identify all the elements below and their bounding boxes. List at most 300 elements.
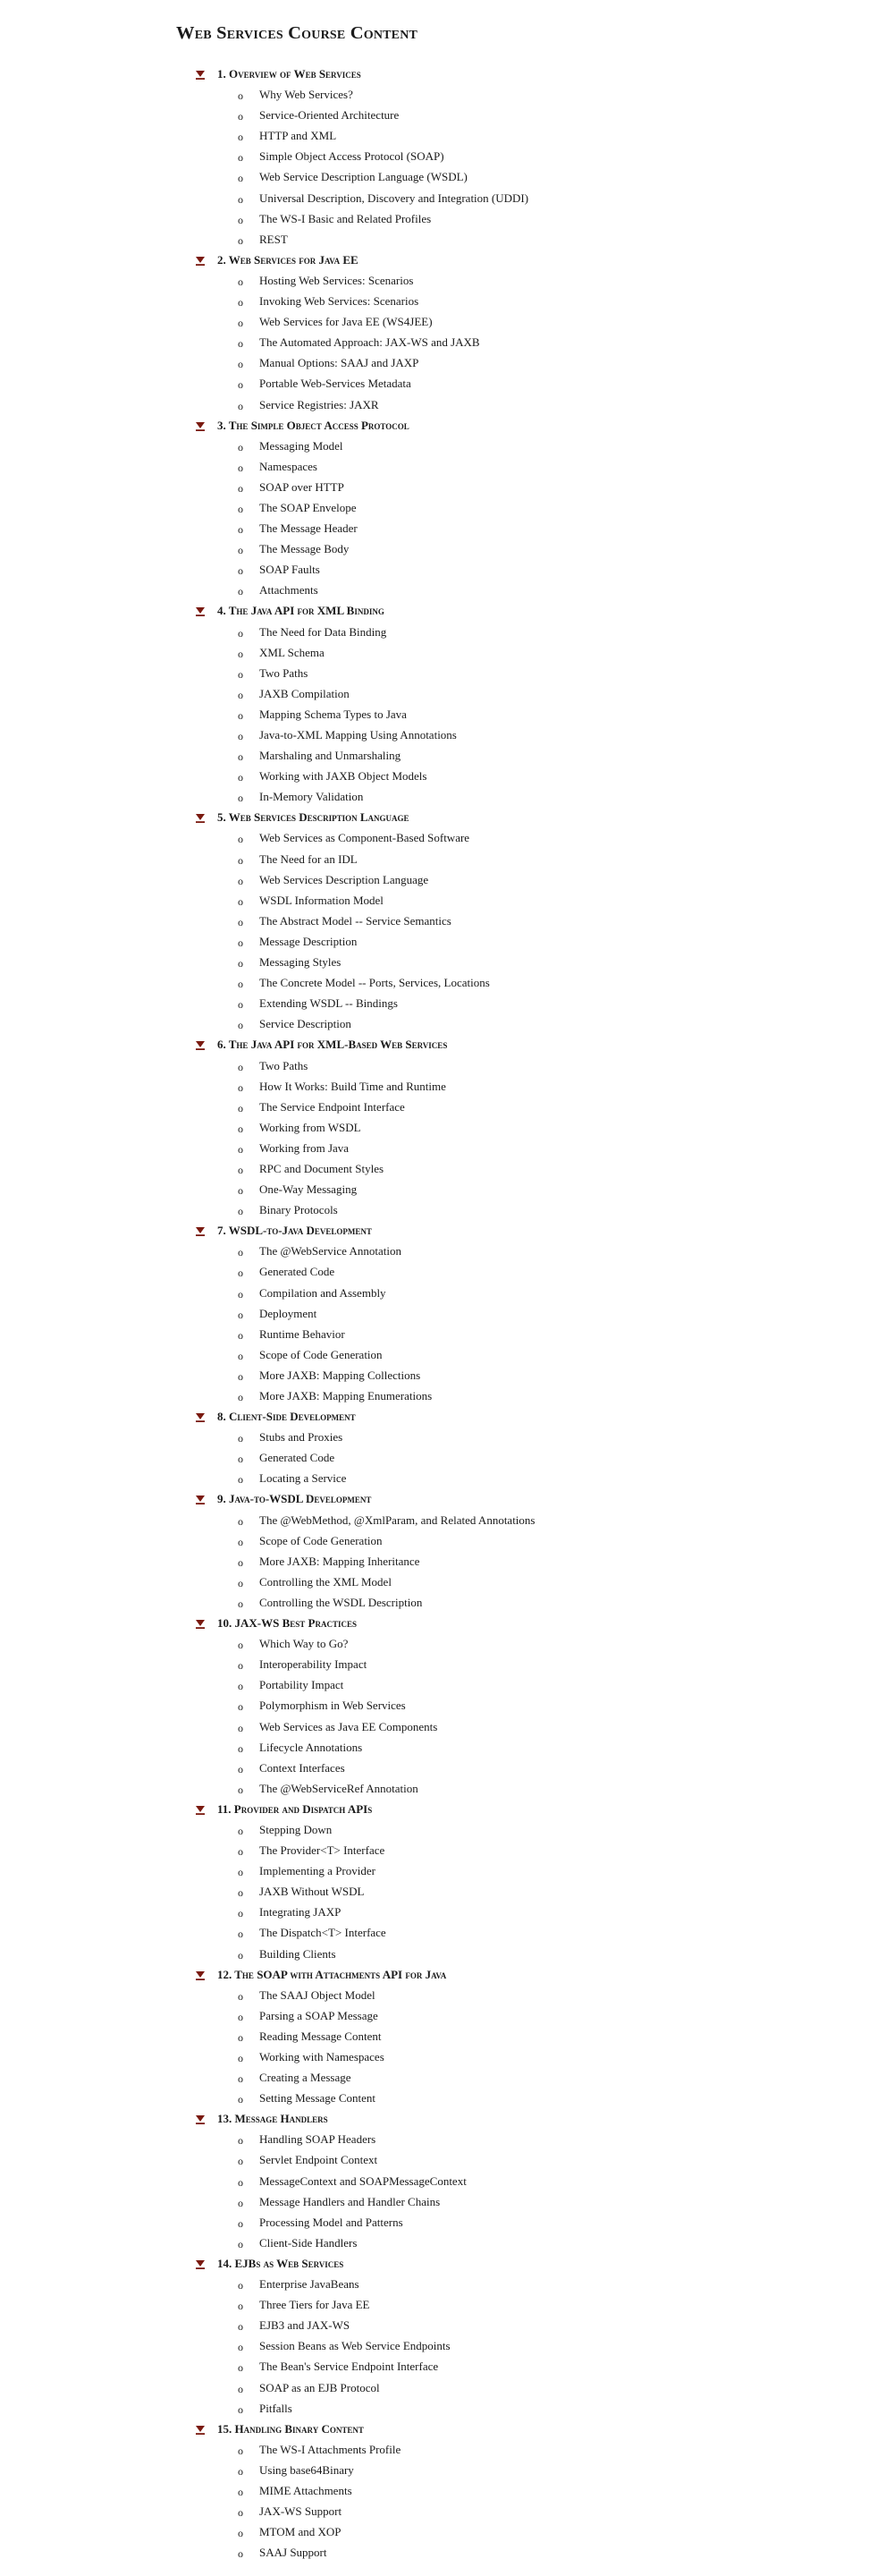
list-item-label: JAX-WS Support (259, 2504, 342, 2519)
circle-bullet-icon: o (238, 1122, 243, 1135)
list-item-label: XML Schema (259, 645, 325, 659)
circle-bullet-icon: o (238, 2320, 243, 2334)
section-title: 1. Overview of Web Services (217, 67, 361, 80)
list-item-label: SOAP over HTTP (259, 479, 344, 494)
list-item (0, 478, 894, 498)
list-item-label: Stepping Down (259, 1822, 333, 1836)
circle-bullet-icon: o (238, 626, 243, 640)
list-item-label: Deployment (259, 1306, 317, 1320)
circle-bullet-icon: o (238, 1142, 243, 1156)
circle-bullet-icon: o (238, 730, 243, 742)
circle-bullet-icon: o (238, 564, 243, 578)
list-item (0, 1284, 894, 1304)
circle-bullet-icon: o (238, 1989, 243, 2003)
section-list (0, 64, 894, 2563)
circle-bullet-icon: o (238, 585, 243, 598)
circle-bullet-icon: o (238, 110, 243, 123)
course-section (0, 1221, 894, 1407)
list-item-label: SOAP as an EJB Protocol (259, 2380, 380, 2394)
circle-bullet-icon: o (238, 1432, 243, 1445)
circle-bullet-icon: o (238, 1762, 243, 1775)
circle-bullet-icon: o (238, 1287, 243, 1301)
arrow-down-bullet-icon (194, 419, 207, 432)
list-item (0, 539, 894, 560)
list-item-label: More JAXB: Mapping Inheritance (259, 1554, 420, 1568)
list-item-label: Binary Protocols (259, 1203, 338, 1217)
list-item (0, 2027, 894, 2047)
list-item-label: Portability Impact (259, 1678, 344, 1692)
circle-bullet-icon: o (238, 2052, 243, 2064)
circle-bullet-icon: o (238, 2175, 243, 2189)
list-item (0, 994, 894, 1014)
list-item-label: Working from WSDL (259, 1120, 361, 1134)
arrow-down-bullet-icon (194, 1617, 207, 1630)
circle-bullet-icon: o (238, 1267, 243, 1280)
list-item (0, 333, 894, 353)
circle-bullet-icon: o (238, 1680, 243, 1693)
circle-bullet-icon: o (238, 1639, 243, 1652)
list-item-label: MTOM and XOP (259, 2525, 342, 2539)
list-item (0, 891, 894, 911)
list-item-label: Web Services as Component-Based Software (259, 831, 470, 845)
list-item-label: More JAXB: Mapping Enumerations (259, 1389, 433, 1402)
circle-bullet-icon: o (238, 833, 243, 846)
list-item-label: MessageContext and SOAPMessageContext (259, 2174, 467, 2188)
course-section (0, 64, 894, 250)
list-item-label: The @WebService Annotation (259, 1244, 401, 1258)
list-item-label: Extending WSDL -- Bindings (259, 996, 398, 1011)
list-item-label: Generated Code (259, 1265, 335, 1279)
list-item (0, 1241, 894, 1262)
circle-bullet-icon: o (238, 131, 243, 144)
circle-bullet-icon: o (238, 275, 243, 288)
list-item-label: Attachments (259, 583, 318, 597)
list-item (0, 2130, 894, 2150)
circle-bullet-icon: o (238, 1535, 243, 1548)
list-item (0, 725, 894, 746)
circle-bullet-icon: o (238, 936, 243, 949)
list-item (0, 1593, 894, 1614)
list-item (0, 312, 894, 333)
circle-bullet-icon: o (238, 1555, 243, 1569)
list-item-label: The SAAJ Object Model (259, 1987, 375, 2002)
section-items (0, 2440, 894, 2564)
circle-bullet-icon: o (238, 1824, 243, 1837)
course-section (0, 1614, 894, 1800)
circle-bullet-icon: o (238, 2361, 243, 2375)
circle-bullet-icon: o (238, 2506, 243, 2520)
document-title: Web Services Course Content (176, 23, 418, 43)
list-item (0, 292, 894, 312)
course-section (0, 2109, 894, 2254)
list-item-label: How It Works: Build Time and Runtime (259, 1079, 446, 1093)
list-item (0, 1448, 894, 1469)
list-item-label: Interoperability Impact (259, 1657, 367, 1672)
list-item (0, 850, 894, 870)
list-item (0, 1655, 894, 1675)
list-item (0, 2150, 894, 2171)
course-section (0, 250, 894, 416)
list-item-label: The Message Body (259, 542, 350, 556)
circle-bullet-icon: o (238, 1328, 243, 1342)
section-heading (0, 1800, 894, 1820)
list-item (0, 2378, 894, 2399)
list-item (0, 1531, 894, 1552)
list-item-label: SOAP Faults (259, 563, 320, 577)
list-item (0, 1675, 894, 1696)
section-items (0, 828, 894, 1035)
section-items (0, 85, 894, 250)
list-item-label: JAXB Without WSDL (259, 1885, 365, 1899)
list-item (0, 2440, 894, 2461)
list-item-label: Context Interfaces (259, 1760, 345, 1775)
circle-bullet-icon: o (238, 337, 243, 351)
list-item (0, 1552, 894, 1572)
list-item-label: Working with JAXB Object Models (259, 769, 427, 784)
circle-bullet-icon: o (238, 915, 243, 928)
circle-bullet-icon: o (238, 2547, 243, 2561)
list-item-label: In-Memory Validation (259, 790, 364, 804)
list-item-label: Manual Options: SAAJ and JAXP (259, 356, 419, 370)
arrow-down-bullet-icon (194, 811, 207, 824)
section-heading (0, 1221, 894, 1241)
list-item-label: Service-Oriented Architecture (259, 108, 400, 123)
course-section (0, 808, 894, 1035)
circle-bullet-icon: o (238, 750, 243, 764)
list-item (0, 1366, 894, 1386)
list-item (0, 2522, 894, 2543)
circle-bullet-icon: o (238, 2444, 243, 2457)
list-item (0, 1056, 894, 1077)
circle-bullet-icon: o (238, 461, 243, 474)
list-item-label: The WS-I Attachments Profile (259, 2442, 401, 2456)
circle-bullet-icon: o (238, 2341, 243, 2354)
list-item (0, 1304, 894, 1325)
circle-bullet-icon: o (238, 2196, 243, 2209)
section-heading (0, 250, 894, 271)
arrow-down-bullet-icon (194, 1493, 207, 1505)
section-title: 4. The Java API for XML Binding (217, 604, 384, 618)
section-heading (0, 1489, 894, 1510)
circle-bullet-icon: o (238, 2382, 243, 2395)
section-heading (0, 1407, 894, 1428)
list-item (0, 1262, 894, 1283)
circle-bullet-icon: o (238, 978, 243, 991)
list-item-label: Web Services for Java EE (WS4JEE) (259, 315, 433, 329)
list-item (0, 1159, 894, 1180)
list-item-label: Creating a Message (259, 2071, 351, 2085)
list-item-label: Polymorphism in Web Services (259, 1699, 406, 1713)
circle-bullet-icon: o (238, 2527, 243, 2540)
course-section (0, 1800, 894, 1965)
list-item-label: The Service Endpoint Interface (259, 1099, 405, 1114)
list-item-label: Web Services Description Language (259, 872, 429, 886)
list-item-label: Lifecycle Annotations (259, 1740, 363, 1754)
circle-bullet-icon: o (238, 2010, 243, 2023)
section-title: 11. Provider and Dispatch APIs (217, 1801, 373, 1816)
list-item (0, 787, 894, 808)
list-item-label: The Need for an IDL (259, 852, 358, 866)
circle-bullet-icon: o (238, 771, 243, 784)
arrow-down-bullet-icon (194, 1224, 207, 1237)
list-item-label: Service Description (259, 1017, 351, 1031)
list-item-label: Processing Model and Patterns (259, 2215, 403, 2229)
list-item (0, 2481, 894, 2502)
circle-bullet-icon: o (238, 2030, 243, 2044)
circle-bullet-icon: o (238, 2464, 243, 2478)
circle-bullet-icon: o (238, 1700, 243, 1714)
list-item (0, 2192, 894, 2213)
list-item-label: Scope of Code Generation (259, 1347, 383, 1361)
list-item (0, 1634, 894, 1655)
list-item-label: Building Clients (259, 1946, 336, 1961)
list-item (0, 1139, 894, 1159)
list-item (0, 1945, 894, 1965)
list-item (0, 189, 894, 209)
list-item (0, 2089, 894, 2109)
circle-bullet-icon: o (238, 1948, 243, 1962)
circle-bullet-icon: o (238, 1349, 243, 1362)
list-item (0, 1097, 894, 1118)
section-title: 3. The Simple Object Access Protocol (217, 418, 409, 432)
list-item (0, 1386, 894, 1407)
section-items (0, 1428, 894, 1489)
list-item-label: Universal Description, Discovery and Integration (UDDI) (259, 191, 529, 205)
list-item-label: Pitfalls (259, 2401, 292, 2415)
list-item-label: Client-Side Handlers (259, 2235, 358, 2250)
list-item-label: The SOAP Envelope (259, 500, 357, 514)
course-section (0, 1965, 894, 2110)
list-item-label: SAAJ Support (259, 2546, 327, 2560)
arrow-down-bullet-icon (194, 68, 207, 80)
list-item-label: Which Way to Go? (259, 1637, 349, 1651)
list-item-label: The WS-I Basic and Related Profiles (259, 211, 432, 225)
course-section (0, 416, 894, 602)
list-item (0, 2357, 894, 2377)
list-item-label: Reading Message Content (259, 2029, 382, 2043)
circle-bullet-icon: o (238, 2485, 243, 2498)
arrow-down-bullet-icon (194, 1969, 207, 1981)
circle-bullet-icon: o (238, 1060, 243, 1073)
section-items (0, 1820, 894, 1965)
circle-bullet-icon: o (238, 957, 243, 970)
list-item (0, 2233, 894, 2254)
circle-bullet-icon: o (238, 2093, 243, 2106)
list-item (0, 2543, 894, 2563)
circle-bullet-icon: o (238, 172, 243, 185)
list-item-label: Two Paths (259, 665, 308, 680)
list-item (0, 498, 894, 519)
circle-bullet-icon: o (238, 151, 243, 165)
section-items (0, 436, 894, 602)
circle-bullet-icon: o (238, 1308, 243, 1321)
list-item (0, 1882, 894, 1902)
circle-bullet-icon: o (238, 440, 243, 453)
section-heading (0, 64, 894, 85)
circle-bullet-icon: o (238, 502, 243, 515)
list-item (0, 1572, 894, 1593)
list-item-label: Marshaling and Unmarshaling (259, 749, 401, 763)
list-item-label: REST (259, 232, 288, 246)
circle-bullet-icon: o (238, 1907, 243, 1920)
list-item (0, 1738, 894, 1758)
section-items (0, 271, 894, 416)
list-item (0, 230, 894, 250)
list-item (0, 767, 894, 787)
circle-bullet-icon: o (238, 2402, 243, 2416)
list-item-label: Namespaces (259, 459, 317, 473)
list-item-label: JAXB Compilation (259, 686, 350, 700)
list-item (0, 1014, 894, 1035)
list-item-label: Controlling the XML Model (259, 1574, 392, 1589)
list-item-label: Implementing a Provider (259, 1864, 375, 1878)
list-item-label: The Dispatch<T> Interface (259, 1926, 386, 1940)
circle-bullet-icon: o (238, 1080, 243, 1094)
circle-bullet-icon: o (238, 317, 243, 330)
section-items (0, 623, 894, 809)
arrow-down-bullet-icon (194, 2113, 207, 2125)
list-item-label: Portable Web-Services Metadata (259, 377, 411, 391)
circle-bullet-icon: o (238, 1453, 243, 1466)
section-heading (0, 2254, 894, 2275)
arrow-down-bullet-icon (194, 2423, 207, 2436)
section-title: 15. Handling Binary Content (217, 2421, 364, 2436)
section-title: 5. Web Services Description Language (217, 810, 409, 825)
list-item (0, 746, 894, 767)
list-item-label: HTTP and XML (259, 129, 337, 143)
arrow-down-bullet-icon (194, 605, 207, 617)
circle-bullet-icon: o (238, 792, 243, 805)
list-item-label: Locating a Service (259, 1471, 347, 1486)
list-item-label: Using base64Binary (259, 2462, 354, 2477)
circle-bullet-icon: o (238, 1473, 243, 1487)
list-item (0, 2461, 894, 2481)
circle-bullet-icon: o (238, 89, 243, 103)
list-item (0, 643, 894, 664)
section-title: 13. Message Handlers (217, 2112, 328, 2126)
list-item-label: The @WebServiceRef Annotation (259, 1781, 418, 1795)
list-item (0, 1861, 894, 1882)
list-item-label: Web Services as Java EE Components (259, 1719, 438, 1733)
list-item (0, 1923, 894, 1944)
section-items (0, 1634, 894, 1800)
list-item-label: Compilation and Assembly (259, 1285, 386, 1300)
list-item-label: Invoking Web Services: Scenarios (259, 294, 419, 309)
list-item-label: Mapping Schema Types to Java (259, 707, 407, 721)
list-item-label: WSDL Information Model (259, 893, 384, 907)
circle-bullet-icon: o (238, 1163, 243, 1176)
list-item (0, 664, 894, 684)
list-item (0, 167, 894, 188)
list-item-label: Generated Code (259, 1451, 335, 1465)
list-item (0, 1986, 894, 2006)
circle-bullet-icon: o (238, 1019, 243, 1032)
list-item (0, 395, 894, 416)
list-item (0, 2006, 894, 2027)
list-item-label: Controlling the WSDL Description (259, 1595, 423, 1609)
section-heading (0, 601, 894, 622)
section-title: 12. The SOAP with Attachments API for Java (217, 1967, 447, 1981)
list-item-label: Hosting Web Services: Scenarios (259, 273, 414, 287)
list-item (0, 126, 894, 147)
circle-bullet-icon: o (238, 378, 243, 392)
list-item (0, 2213, 894, 2233)
circle-bullet-icon: o (238, 2155, 243, 2168)
list-item (0, 580, 894, 601)
course-section (0, 1035, 894, 1221)
list-item (0, 623, 894, 643)
circle-bullet-icon: o (238, 1659, 243, 1673)
circle-bullet-icon: o (238, 1101, 243, 1114)
arrow-down-bullet-icon (194, 254, 207, 267)
list-item-label: The Bean's Service Endpoint Interface (259, 2360, 439, 2374)
circle-bullet-icon: o (238, 1514, 243, 1528)
list-item (0, 932, 894, 953)
list-item-label: One-Way Messaging (259, 1182, 358, 1197)
list-item-label: The @WebMethod, @XmlParam, and Related Annotations (259, 1513, 536, 1527)
list-item-label: Stubs and Proxies (259, 1430, 343, 1445)
section-title: 7. WSDL-to-Java Development (217, 1224, 372, 1238)
list-item-label: Java-to-XML Mapping Using Annotations (259, 728, 457, 741)
circle-bullet-icon: o (238, 647, 243, 660)
list-item-label: Servlet Endpoint Context (259, 2153, 378, 2167)
list-item (0, 973, 894, 994)
list-item (0, 2068, 894, 2089)
circle-bullet-icon: o (238, 853, 243, 867)
list-item-label: The Provider<T> Interface (259, 1843, 385, 1858)
list-item-label: The Need for Data Binding (259, 624, 387, 639)
arrow-down-bullet-icon (194, 2258, 207, 2270)
list-item-label: Working with Namespaces (259, 2050, 384, 2063)
section-title: 14. EJBs as Web Services (217, 2256, 344, 2270)
list-item-label: Scope of Code Generation (259, 1533, 383, 1547)
list-item (0, 1345, 894, 1366)
list-item (0, 106, 894, 126)
circle-bullet-icon: o (238, 2237, 243, 2250)
circle-bullet-icon: o (238, 1783, 243, 1796)
circle-bullet-icon: o (238, 2072, 243, 2086)
list-item-label: The Message Header (259, 521, 358, 536)
list-item-label: Enterprise JavaBeans (259, 2277, 359, 2292)
list-item-label: EJB3 and JAX-WS (259, 2318, 350, 2333)
list-item (0, 2172, 894, 2192)
circle-bullet-icon: o (238, 233, 243, 247)
circle-bullet-icon: o (238, 688, 243, 701)
list-item (0, 560, 894, 580)
section-title: 9. Java-to-WSDL Development (217, 1492, 372, 1506)
circle-bullet-icon: o (238, 2279, 243, 2292)
section-items (0, 1056, 894, 1222)
circle-bullet-icon: o (238, 1184, 243, 1198)
list-item-label: The Automated Approach: JAX-WS and JAXB (259, 335, 480, 350)
list-item (0, 1841, 894, 1861)
circle-bullet-icon: o (238, 1721, 243, 1734)
list-item (0, 85, 894, 106)
list-item (0, 374, 894, 394)
circle-bullet-icon: o (238, 1928, 243, 1941)
list-item (0, 2316, 894, 2336)
list-item (0, 1325, 894, 1345)
course-section (0, 1407, 894, 1489)
section-heading (0, 1614, 894, 1634)
circle-bullet-icon: o (238, 2300, 243, 2313)
list-item (0, 705, 894, 725)
list-item (0, 684, 894, 705)
circle-bullet-icon: o (238, 998, 243, 1012)
arrow-down-bullet-icon (194, 1803, 207, 1816)
list-item-label: Messaging Model (259, 438, 343, 453)
section-title: 2. Web Services for Java EE (217, 252, 358, 267)
